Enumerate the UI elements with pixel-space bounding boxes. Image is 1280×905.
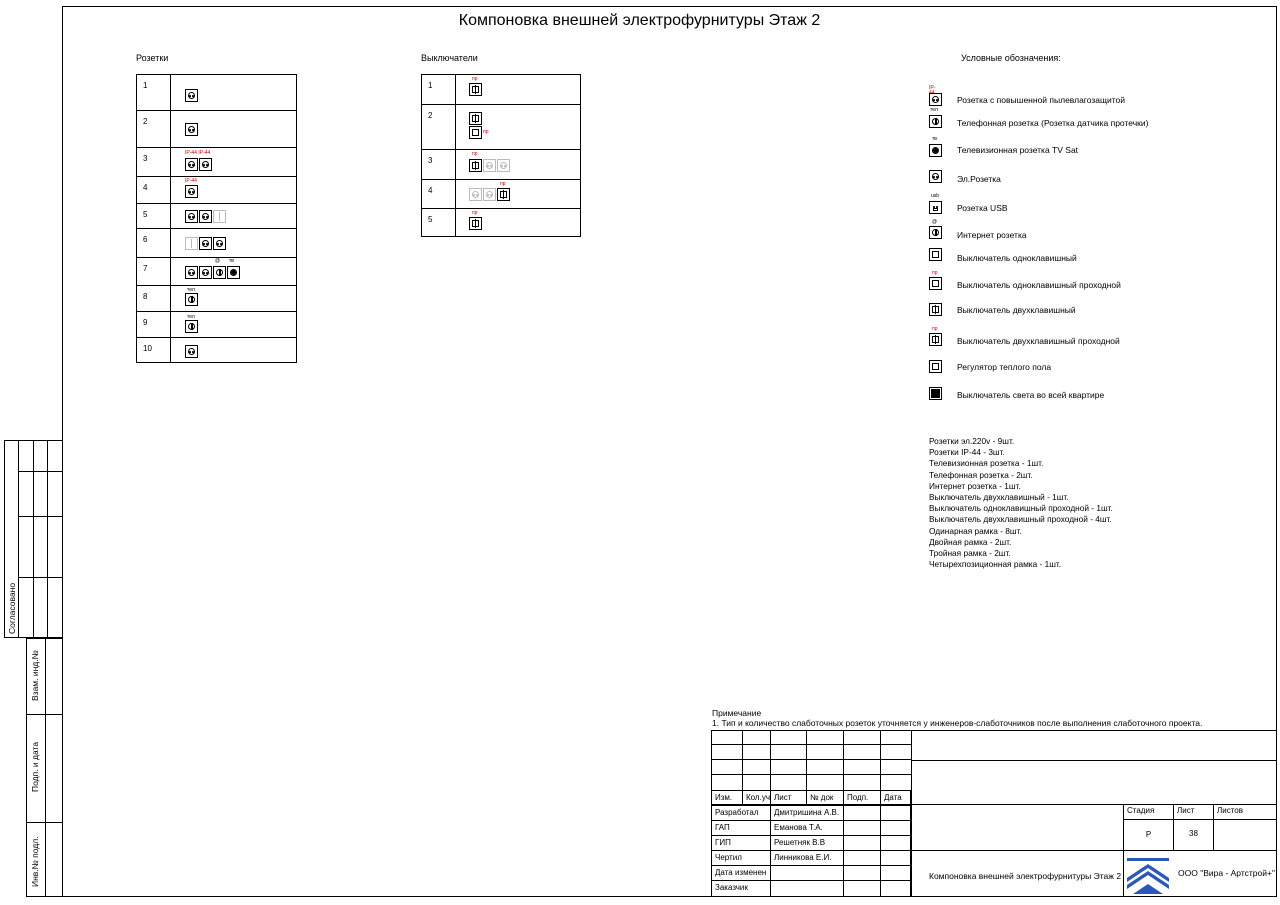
internet-tag: @ [932, 219, 938, 225]
stamp-line [911, 730, 912, 897]
sockets-row-num: 2 [137, 111, 171, 148]
sheets-label: Листов [1213, 804, 1277, 820]
internet-socket-icon [213, 266, 226, 279]
totals-item: Двойная рамка - 2шт. [929, 536, 1012, 547]
sign-date-label: Подп. и дата [30, 741, 40, 792]
totals-item: Выключатель одноклавишный проходной - 1шт. [929, 503, 1113, 514]
single-switch-icon [929, 248, 942, 261]
socket-ip44-icon [929, 93, 942, 106]
agreed-label: Согласовано [7, 582, 17, 634]
power-socket-icon [469, 188, 482, 201]
sheet-value: 38 [1173, 819, 1214, 851]
sheet-label: Лист [1173, 804, 1214, 820]
stamp-header: Кол.уч [742, 790, 771, 805]
note [712, 708, 1202, 728]
sockets-row-num: 6 [137, 229, 171, 258]
pass-tag: пр [472, 76, 478, 82]
stamp-header: Подп. [843, 790, 881, 805]
stamp-header: Дата [880, 790, 911, 805]
legend-label: Телевизионная розетка TV Sat [957, 145, 1079, 155]
inv-orig-label: Инв.№ подл. [30, 836, 40, 887]
legend-label: Интернет розетка [957, 230, 1027, 240]
totals-item: Интернет розетка - 1шт. [929, 480, 1021, 491]
switches-row-num: 2 [422, 105, 456, 150]
legend-label: Розетка USB [957, 203, 1008, 213]
power-socket-icon [497, 159, 510, 172]
totals-item: Четырехпозиционная рамка - 1шт. [929, 559, 1062, 570]
company-logo [1125, 852, 1171, 896]
internet-socket-icon [929, 226, 942, 239]
phone-socket-icon [185, 320, 198, 333]
stamp-role: ГИП [711, 835, 771, 851]
pass-tag: пр [932, 326, 938, 332]
totals-item: Выключатель двухклавишный - 1шт. [929, 492, 1069, 503]
legend-label: Эл.Розетка [957, 174, 1001, 184]
socket-ip44-icon [185, 158, 198, 171]
totals-list [929, 436, 1113, 570]
double-switch-icon [185, 237, 198, 250]
phone-socket-icon [185, 293, 198, 306]
pass-tag: пр [472, 210, 478, 216]
stamp-role: ГАП [711, 820, 771, 836]
note-heading: Примечание [712, 708, 762, 718]
stamp-name: Дмитришина А.В. [770, 805, 844, 821]
stamp-role: Разработал [711, 805, 771, 821]
stamp-name: Еманова Т.А. [770, 820, 844, 836]
sockets-row-num: 5 [137, 204, 171, 229]
legend-label: Выключатель одноклавишный [957, 253, 1077, 263]
company-name: ООО "Вира - Артстрой+" [1178, 868, 1275, 878]
legend-label: Выключатель света во всей квартире [957, 390, 1105, 400]
single-pass-switch-icon [929, 277, 942, 290]
legend-label: Телефонная розетка (Розетка датчика протечки) [957, 118, 1149, 128]
phone-tag: тел [187, 314, 195, 320]
phone-tag: тел [187, 287, 195, 293]
stage-label: Стадия [1123, 804, 1174, 820]
tv-socket-icon [929, 144, 942, 157]
double-pass-switch-icon [469, 83, 482, 96]
double-pass-switch-icon [497, 188, 510, 201]
double-switch-icon [929, 303, 942, 316]
stamp-name [770, 880, 844, 897]
usb-socket-icon [929, 201, 942, 214]
sockets-row-num: 10 [137, 338, 171, 363]
usb-tag: usb [931, 193, 940, 199]
sockets-row-num: 8 [137, 286, 171, 312]
revision-grid [711, 730, 911, 790]
sockets-row-num: 4 [137, 177, 171, 204]
totals-item: Одинарная рамка - 8шт. [929, 525, 1022, 536]
pass-tag: пр [483, 129, 489, 135]
switches-row-num: 4 [422, 180, 456, 209]
totals-item: Розетки IP-44 - 3шт. [929, 447, 1005, 458]
sheets-value [1213, 819, 1277, 851]
socket-ip44-icon [185, 185, 198, 198]
power-socket-icon [199, 266, 212, 279]
ip44-tag: IP- [929, 85, 936, 91]
socket-ip44-icon [199, 158, 212, 171]
sockets-row-num: 9 [137, 312, 171, 338]
pass-tag: пр [472, 151, 478, 157]
legend-label: Розетка с повышенной пылевлагозащитой [957, 95, 1125, 105]
power-socket-icon [929, 170, 942, 183]
legend-label: Выключатель одноклавишный проходной [957, 280, 1121, 290]
power-socket-icon [483, 188, 496, 201]
power-socket-icon [199, 237, 212, 250]
inv-replace-label: Взам. инд.№ [30, 650, 40, 701]
internet-tag: @ [215, 258, 221, 264]
tv-tag: тв [932, 136, 937, 142]
legend-label: Выключатель двухклавишный проходной [957, 336, 1120, 346]
double-pass-switch-icon [469, 217, 482, 230]
pass-tag: пр [932, 270, 938, 276]
power-socket-icon [483, 159, 496, 172]
stamp-name: Линникова Е.И. [770, 850, 844, 866]
power-socket-icon [185, 266, 198, 279]
stamp-name: Решетняк В.В [770, 835, 844, 851]
master-switch-icon [929, 387, 942, 400]
totals-item: Телефонная розетка - 2шт. [929, 469, 1033, 480]
stamp-role: Дата изменен [711, 865, 771, 881]
single-pass-switch-icon [469, 126, 482, 139]
power-socket-icon [185, 345, 198, 358]
sockets-row-num: 1 [137, 75, 171, 111]
switches-row-num: 5 [422, 209, 456, 237]
sockets-table [136, 74, 297, 363]
phone-socket-icon [929, 115, 942, 128]
power-socket-icon [185, 123, 198, 136]
sockets-row-num: 3 [137, 148, 171, 177]
page-title: Компоновка внешней электрофурнитуры Этаж 2 [458, 12, 821, 29]
stamp-role: Заказчик [711, 880, 771, 897]
floor-regulator-icon [929, 360, 942, 373]
power-socket-icon [185, 89, 198, 102]
totals-item: Тройная рамка - 2шт. [929, 548, 1011, 559]
double-pass-switch-icon [469, 159, 482, 172]
tv-socket-icon [227, 266, 240, 279]
totals-item: Розетки эл.220v - 9шт. [929, 436, 1015, 446]
ip44-tag: IP-44 [185, 178, 197, 184]
tv-tag: тв [229, 258, 234, 264]
switches-table [421, 74, 581, 237]
double-switch-icon [469, 112, 482, 125]
power-socket-icon [199, 210, 212, 223]
totals-item: Телевизионная розетка - 1шт. [929, 458, 1044, 469]
stamp-header: № док [806, 790, 844, 805]
drawing-title: Компоновка внешней электрофурнитуры Этаж 2 [929, 871, 1122, 881]
sockets-row-num: 7 [137, 258, 171, 286]
note-text: 1. Тип и количество слаботочных розеток уточняется у инженеров-слаботочников после выполнения слаботочного проекта. [712, 718, 1203, 728]
power-socket-icon [213, 237, 226, 250]
pass-tag: пр [500, 181, 506, 187]
ip44-tag: IP-44 IP-44 [185, 150, 211, 156]
double-switch-icon [213, 210, 226, 223]
legend-label: Выключатель двухклавишный [957, 305, 1076, 315]
legend-heading: Условные обозначения: [961, 53, 1061, 63]
sockets-heading: Розетки [136, 53, 169, 63]
stamp-header: Лист [770, 790, 807, 805]
stamp-header: Изм. [711, 790, 743, 805]
stamp-name [770, 865, 844, 881]
stage-value: Р [1123, 819, 1174, 851]
double-pass-switch-icon [929, 333, 942, 346]
switches-row-num: 3 [422, 150, 456, 180]
stamp-line [911, 760, 1277, 761]
switches-heading: Выключатели [421, 53, 478, 63]
phone-tag: тел [930, 107, 938, 113]
switches-row-num: 1 [422, 75, 456, 105]
legend-label: Регулятор теплого пола [957, 362, 1052, 372]
power-socket-icon [185, 210, 198, 223]
totals-item: Выключатель двухклавишный проходной - 4шт. [929, 514, 1112, 525]
stamp-role: Чертил [711, 850, 771, 866]
